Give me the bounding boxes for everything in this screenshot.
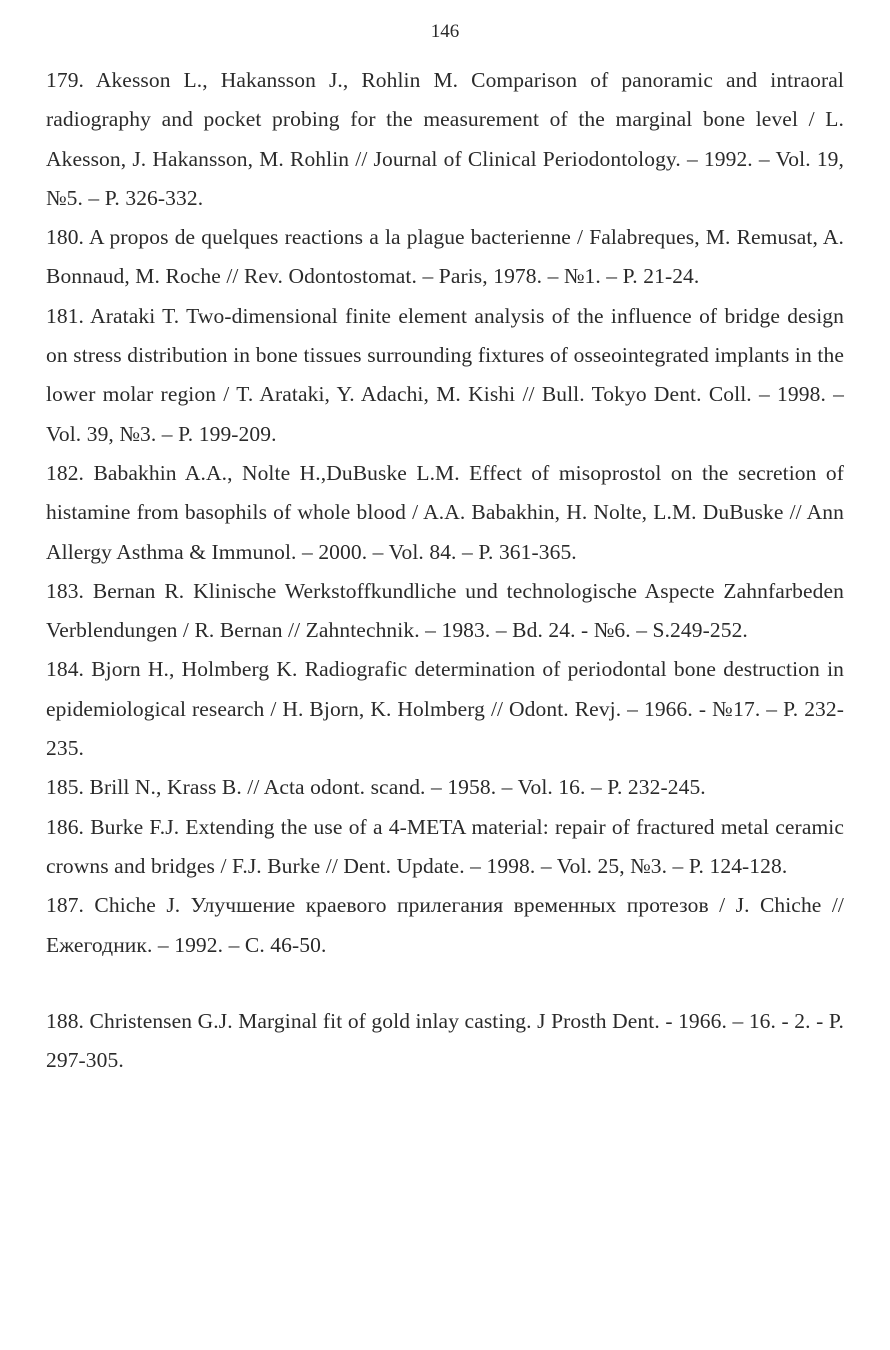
reference-item-185: 185. Brill N., Krass B. // Acta odont. scand. – 1958. – Vol. 16. – P. 232-245.	[46, 775, 706, 800]
reference-item-180: 180. A propos de quelques reactions a la plague bacterienne / Falabreques, M. Remusat, A. Bonnaud, M. Roche // Rev. Odontostomat. – Paris, 1978. – №1. – P. 21-24.	[46, 225, 844, 289]
reference-list	[46, 61, 844, 1080]
reference-item-184: 184. Bjorn H., Holmberg K. Radiografic determination of periodontal bone destruction in epidemiological research / H. Bjorn, K. Holmberg // Odont. Revj. – 1966. - №17. – P. 232-235.	[46, 657, 844, 761]
reference-item-183: 183. Bernan R. Klinische Werkstoffkundliche und technologische Aspecte Zahnfarbeden Verblendungen / R. Bernan // Zahntechnik. – 1983. – Bd. 24. - №6. – S.249-252.	[46, 578, 844, 643]
page-number: 146	[430, 21, 460, 42]
reference-item-179: 179. Akesson L., Hakansson J., Rohlin M. Comparison of panoramic and intraoral radiography and pocket probing for the measurement of the marginal bone level / L. Akesson, J. Hakansson, M. Rohlin // Journal of Clinical Periodontology. – 1992. – Vol. 19, №5. – P. 326-332.	[46, 68, 844, 210]
reference-item-182: 182. Babakhin A.A., Nolte H.,DuBuske L.M. Effect of misoprostol on the secretion of histamine from basophils of whole blood / A.A. Babakhin, H. Nolte, L.M. DuBuske // Ann Allergy Asthma & Immunol. – 2000. – Vol. 84. – P. 361-365.	[46, 460, 844, 564]
reference-item-186: 186. Burke F.J. Extending the use of a 4-META material: repair of fractured metal ceramic crowns and bridges / F.J. Burke // Dent. Update. – 1998. – Vol. 25, №3. – P. 124-128.	[46, 814, 844, 878]
reference-item-187: 187. Chiche J. Улучшение краевого прилегания временных протезов / J. Chiche // Ежегодник. – 1992. – С. 46-50.	[46, 893, 844, 957]
reference-item-181: 181. Arataki T. Two-dimensional finite element analysis of the influence of bridge design on stress distribution in bone tissues surrounding fixtures of osseointegrated implants in the lower molar region / T. Arataki, Y. Adachi, M. Kishi // Bull. Tokyo Dent. Coll. – 1998. – Vol. 39, №3. – P. 199-209.	[46, 303, 844, 446]
reference-item-188: 188. Christensen G.J. Marginal fit of gold inlay casting. J Prosth Dent. - 1966. – 16. - 2. - P. 297-305.	[46, 1008, 844, 1073]
